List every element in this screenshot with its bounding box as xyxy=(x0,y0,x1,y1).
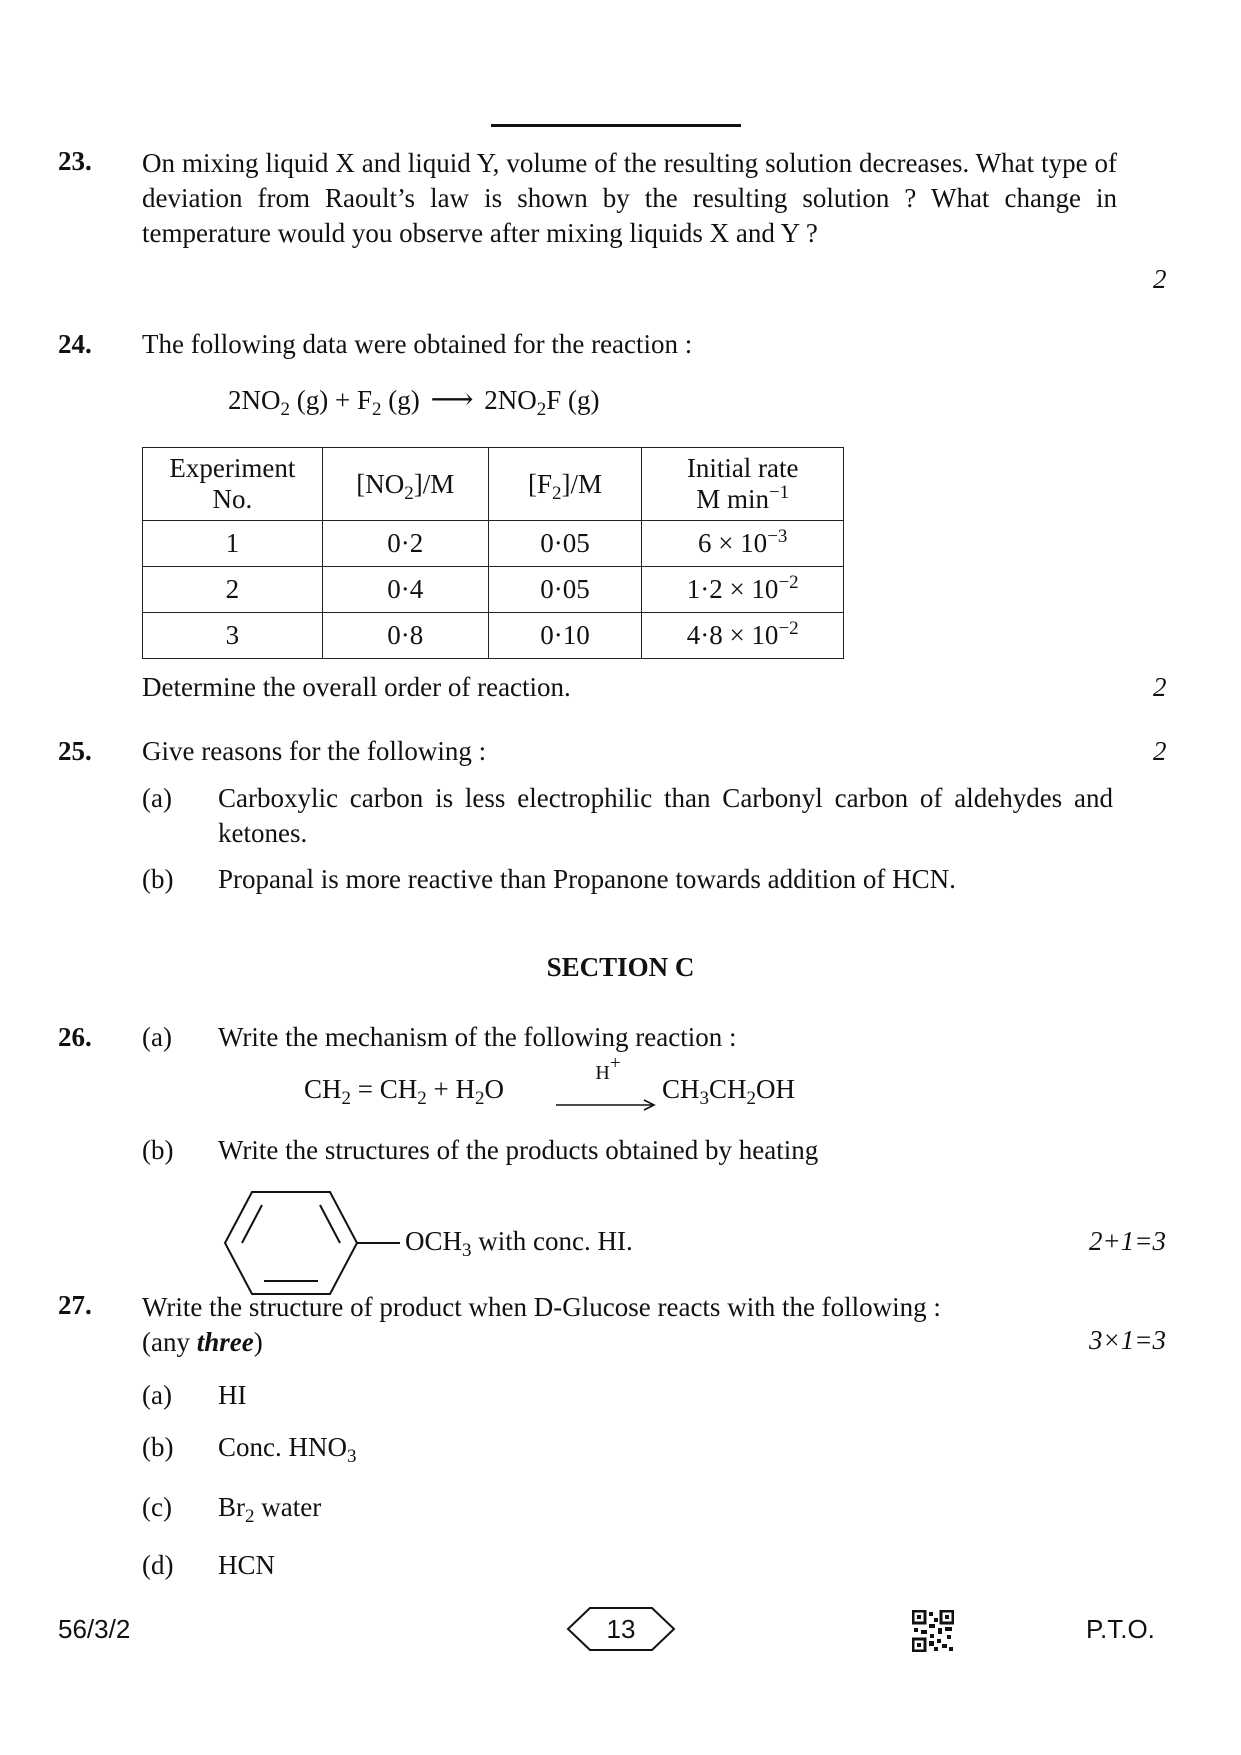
part-label: (b) xyxy=(142,864,174,894)
option-text: $Br_2$ water xyxy=(218,1492,322,1527)
part-label: (a) xyxy=(142,783,172,813)
q26-marks: 2+1=3 xyxy=(1089,1226,1166,1256)
option-text: Conc. $HNO_3$ xyxy=(218,1432,357,1467)
q23-number: 23. xyxy=(58,146,92,176)
cell-exp: 1 xyxy=(143,521,323,567)
part-text: Carboxylic carbon is less electrophilic than Carbonyl carbon of aldehydes and ketones. xyxy=(218,783,1113,848)
catalyst-label: H+ xyxy=(595,1053,621,1084)
cell-rate: $4\cdot 8 \times 10^{-2}$ xyxy=(642,613,844,659)
q23-text: On mixing liquid X and liquid Y, volume of the resulting solution decreases. What type of deviation from Raoult’s law is shown by the resulting solution ? What change in temperature would you observe after mixing liquids X and Y ? xyxy=(142,148,1117,248)
q25-marks: 2 xyxy=(1153,736,1167,766)
q27-marks: 3×1=3 xyxy=(1089,1325,1166,1355)
q27-option-c xyxy=(142,1490,321,1525)
q26a-label: (a) xyxy=(142,1022,172,1052)
reaction-arrow: ⟶ xyxy=(430,383,474,416)
header-no2: $[NO_2]/M$ xyxy=(322,448,488,521)
option-label: (c) xyxy=(142,1492,172,1522)
cell-rate: $6 \times 10^{-3}$ xyxy=(642,521,844,567)
q25-number: 25. xyxy=(58,736,92,766)
q27-option-a xyxy=(142,1378,247,1413)
q26-equation: $CH_2 = CH_2 + H_2O$ xyxy=(304,1074,504,1109)
part-text: Propanal is more reactive than Propanone towards addition of HCN. xyxy=(218,864,956,894)
q25-part-a xyxy=(142,781,1113,851)
page-number: 13 xyxy=(606,1614,636,1644)
table-row xyxy=(143,567,844,613)
q23-marks: 2 xyxy=(1153,264,1167,294)
q24-marks: 2 xyxy=(1153,672,1167,702)
cell-rate: $1\cdot 2 \times 10^{-2}$ xyxy=(642,567,844,613)
q27-text: Write the structure of product when D-Glucose reacts with the following : (any three) xyxy=(142,1292,941,1357)
reaction-arrow-icon xyxy=(556,1098,660,1112)
header-rate: Initial rate M $\min^{-1}$ xyxy=(642,448,844,521)
q24-text: The following data were obtained for the reaction : xyxy=(142,329,693,359)
q26b-text: Write the structures of the products obtained by heating xyxy=(218,1135,819,1165)
cell-exp: 2 xyxy=(143,567,323,613)
q26b-label: (b) xyxy=(142,1135,174,1165)
header-f2: $[F_2]/M$ xyxy=(488,448,642,521)
q24-number: 24. xyxy=(58,329,92,359)
option-text: HCN xyxy=(218,1550,276,1580)
table-row xyxy=(143,521,844,567)
cell-exp: 3 xyxy=(143,613,323,659)
option-label: (b) xyxy=(142,1432,174,1462)
paper-code: 56/3/2 xyxy=(58,1614,131,1644)
option-label: (a) xyxy=(142,1380,172,1410)
top-divider xyxy=(491,124,741,127)
cell-f2: 0·05 xyxy=(488,521,642,567)
table-row xyxy=(143,613,844,659)
benzene-ring-icon xyxy=(222,1188,402,1298)
q24-equation: $2NO_2$ $(g) + F_2$ (g) ⟶ $2NO_2F$ (g) xyxy=(228,383,600,420)
rate-data-table xyxy=(142,447,844,659)
q25-text: Give reasons for the following : xyxy=(142,736,487,766)
q27-number: 27. xyxy=(58,1290,92,1320)
table-header-row xyxy=(143,448,844,521)
cell-f2: 0·10 xyxy=(488,613,642,659)
header-experiment: Experiment No. xyxy=(143,448,323,521)
qr-code-icon xyxy=(912,1610,954,1652)
q27-option-b xyxy=(142,1430,357,1465)
q26-product: $CH_3CH_2OH$ xyxy=(662,1074,796,1109)
cell-no2: 0·8 xyxy=(322,613,488,659)
please-turn-over: P.T.O. xyxy=(1086,1614,1155,1644)
cell-no2: 0·2 xyxy=(322,521,488,567)
cell-f2: 0·05 xyxy=(488,567,642,613)
q25-part-b xyxy=(142,862,1113,897)
q24-followup: Determine the overall order of reaction. xyxy=(142,672,571,702)
q27-option-d xyxy=(142,1548,275,1583)
cell-no2: 0·4 xyxy=(322,567,488,613)
option-text: HI xyxy=(218,1380,247,1410)
option-label: (d) xyxy=(142,1550,174,1580)
q26b-reagent: $OCH_3$ with conc. HI. xyxy=(405,1226,633,1261)
q26-number: 26. xyxy=(58,1022,92,1052)
section-c-title: SECTION C xyxy=(546,952,695,982)
q26a-text: Write the mechanism of the following reaction : xyxy=(218,1022,737,1052)
